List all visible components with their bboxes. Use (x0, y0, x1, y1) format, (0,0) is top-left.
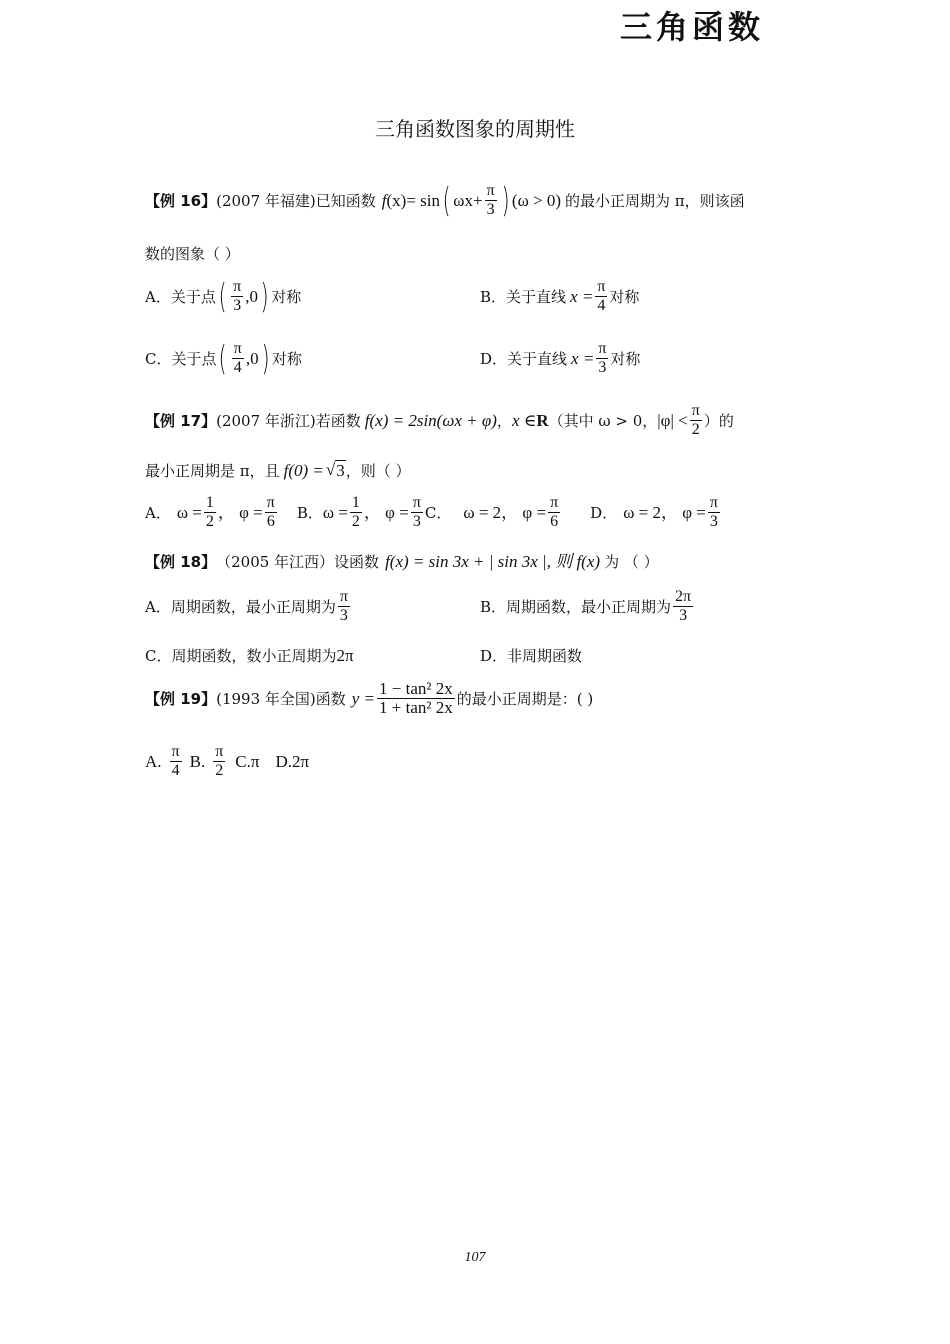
math-expr: ω = 2， φ = (463, 502, 547, 522)
page-number: 107 (464, 1250, 486, 1265)
example-text: ）的 (703, 411, 734, 430)
option-d (480, 646, 582, 666)
func-name: f (381, 190, 387, 210)
example-tag: 【例 18】 (145, 553, 217, 571)
paren-right: ) (260, 276, 269, 317)
example-tag: 【例 16】 (145, 191, 217, 210)
option-c (145, 340, 302, 377)
option-label: A. (145, 751, 162, 771)
example-17-line1 (145, 402, 734, 439)
example-16-line1 (145, 182, 745, 219)
math-expr: ω = (176, 502, 202, 522)
func-eq: = sin (406, 190, 441, 210)
math-expr: ω = (322, 502, 348, 522)
func-arg: (x) (386, 190, 407, 210)
example-tag: 【例 17】 (145, 411, 217, 430)
section-title: 三角函数图象的周期性 (375, 117, 575, 141)
example-text: 的最小正周期是：( ) (456, 689, 594, 708)
example-text: 为 （ ） (604, 553, 659, 571)
example-source: (1993 年全国)函数 (216, 689, 346, 708)
option-label: A． (145, 503, 171, 522)
fraction: $\frac{\pi}{3}$ (233, 278, 242, 314)
example-18-line1 (145, 552, 659, 572)
fraction: $\frac{\pi}{2}$ (215, 743, 224, 779)
example-tag: 【例 19】 (145, 689, 217, 708)
fraction: $\frac{\pi}{4}$ (233, 340, 242, 376)
example-text: 数的图象（ ） (145, 245, 240, 263)
option-text: 对称 (609, 287, 640, 306)
option-text: 对称 (271, 287, 302, 306)
example-19-options (145, 743, 309, 780)
fraction: $\frac{1}{2}$ (205, 494, 214, 530)
option-label: A．关于点 (145, 287, 216, 306)
plus-sign: + (472, 190, 483, 210)
chapter-title: 三角函数 (619, 8, 764, 46)
option-label: B. (189, 751, 206, 771)
option-text: C．周期函数，数小正周期为 (145, 647, 337, 665)
example-text: 的最小正周期为 π，则该函 (565, 191, 745, 210)
fraction: $\frac{\pi}{4}$ (597, 278, 606, 314)
option-label: C.π (235, 751, 260, 771)
option-b (480, 278, 639, 315)
example-17-line2 (145, 460, 411, 481)
example-17-options (145, 494, 722, 531)
sqrt-expr: √ 3 (325, 460, 345, 480)
option-label: D.2π (275, 751, 310, 771)
option-text: B．周期函数，最小正周期为 (480, 597, 672, 616)
paren-left: ( (442, 180, 451, 221)
math-expr: y = (351, 688, 376, 708)
option-label: C． (424, 503, 452, 522)
math-expr: ω = 2， φ = (623, 502, 706, 522)
option-b (480, 588, 695, 625)
option-label: B． (296, 503, 323, 522)
paren-left: ( (218, 276, 227, 317)
math-expr: f(0) = (283, 460, 324, 480)
example-16-line2 (145, 244, 240, 264)
example-source: (2007 年福建)已知函数 (216, 191, 376, 210)
paren-right: ) (501, 180, 510, 221)
fraction: $\frac{\text{1 − tan² 2x}}{\text{1 + tan² 2x}}$ (379, 679, 453, 717)
paren-left: ( (219, 338, 228, 379)
fraction: $\frac{\pi}{2}$ (691, 402, 700, 438)
math-expr: f(x) = sin 3x + | sin 3x |, 则 f(x) (385, 552, 601, 571)
fraction: $\frac{\pi}{6}$ (550, 494, 559, 530)
option-text: 对称 (271, 349, 302, 368)
option-label: D． (590, 503, 618, 522)
paren-right: ) (261, 338, 270, 379)
math-expr: ， φ = (363, 502, 409, 522)
fraction: $\frac{\pi}{3}$ (598, 340, 607, 376)
option-text: A．周期函数，最小正周期为 (145, 597, 336, 616)
fraction: $\frac{\pi}{4}$ (171, 743, 180, 779)
example-source: (2007 年浙江)若函数 (216, 411, 361, 430)
point-coord: ,0 (245, 348, 259, 368)
condition: （其中 ω > 0， (548, 411, 658, 430)
option-a (145, 588, 352, 625)
option-d (480, 340, 640, 377)
point-coord: ,0 (245, 286, 258, 306)
fraction: $\frac{\pi}{6}$ (266, 494, 275, 530)
omega-x: ωx (453, 190, 473, 210)
math-expr: 2π (336, 646, 354, 665)
math-expr: ， φ = (217, 502, 263, 522)
example-text: 最小正周期是 π，且 (145, 461, 280, 480)
fraction: $\frac{2\pi}{3}$ (675, 588, 692, 624)
option-label: C．关于点 (145, 349, 217, 368)
example-source: （2005 年江西）设函数 (216, 553, 380, 571)
fraction: $\frac{\pi}{3}$ (709, 494, 718, 530)
option-text: D．非周期函数 (480, 647, 583, 665)
math-expr: x = (571, 348, 595, 368)
punctuation: ， (496, 411, 512, 430)
fraction: $\frac{\pi}{3}$ (486, 182, 495, 218)
option-a (145, 278, 301, 315)
fraction: $\frac{1}{2}$ (351, 494, 360, 530)
option-label: D．关于直线 (480, 349, 568, 368)
example-19-line1 (145, 680, 593, 717)
fraction: $\frac{\pi}{3}$ (339, 588, 348, 624)
real-set: R (536, 410, 549, 430)
fraction: $\frac{\pi}{3}$ (412, 494, 421, 530)
math-expr: x = (570, 286, 594, 306)
math-expr: |φ| < (657, 410, 688, 430)
condition: (ω > 0) (511, 190, 562, 210)
option-c (145, 646, 354, 666)
math-expr: f(x) = 2sin(ωx + φ) (364, 410, 497, 430)
math-expr: x ∈ (511, 410, 537, 430)
option-text: 对称 (610, 349, 641, 368)
option-label: B．关于直线 (480, 287, 567, 306)
example-text: ，则（ ） (345, 461, 411, 480)
